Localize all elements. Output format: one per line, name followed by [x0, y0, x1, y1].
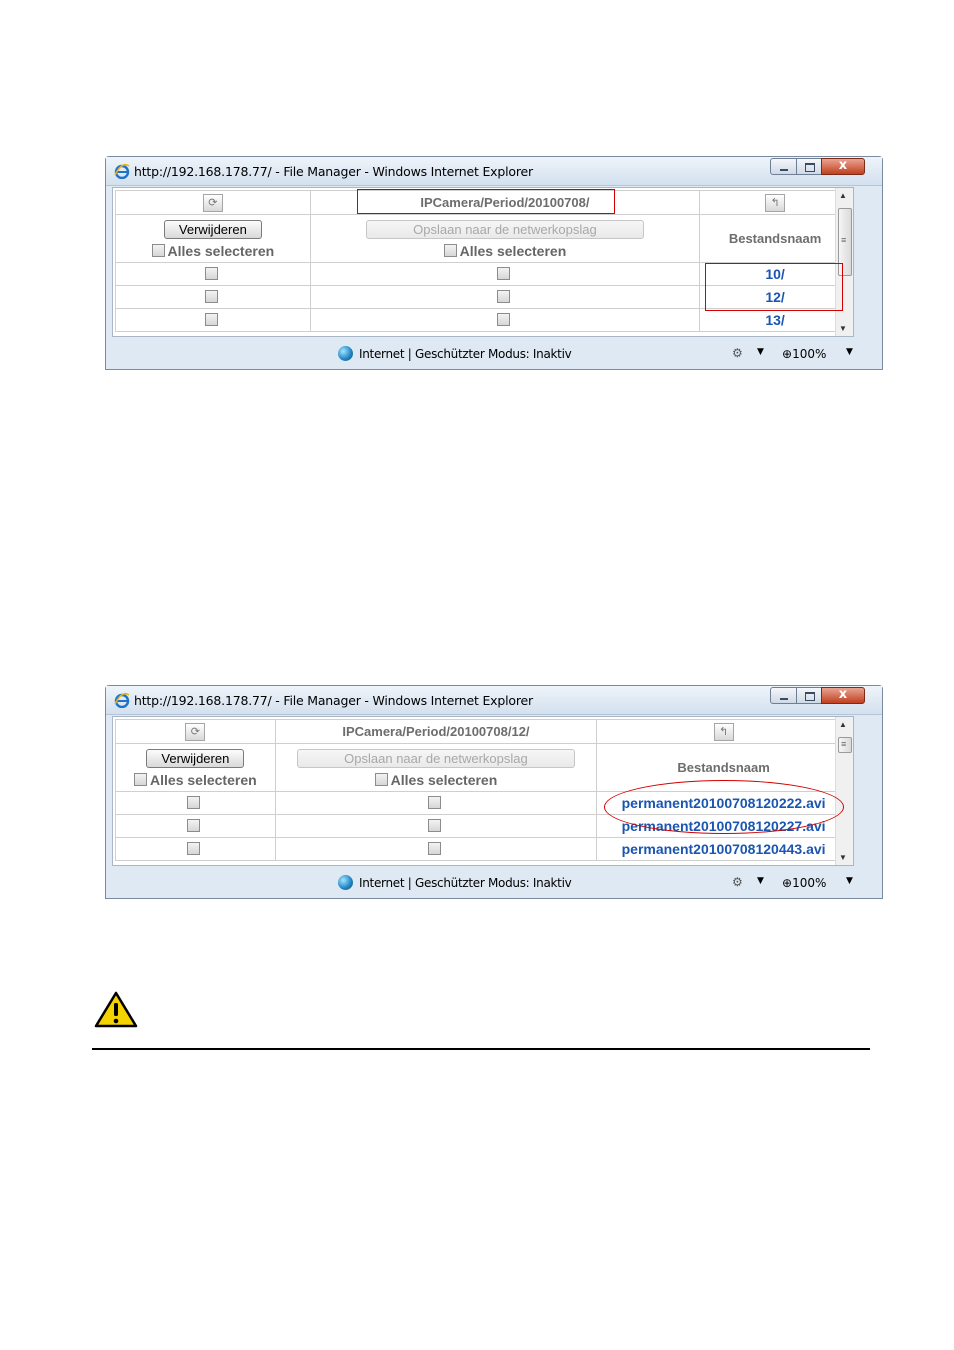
window-title: http://192.168.178.77/ - File Manager - Windows Internet Explorer: [134, 693, 533, 708]
back-icon[interactable]: ↰: [765, 194, 785, 212]
row-checkbox-save[interactable]: [428, 819, 441, 832]
scroll-thumb[interactable]: ≡: [838, 737, 852, 753]
row-checkbox-save[interactable]: [497, 290, 510, 303]
row-checkbox-delete[interactable]: [187, 842, 200, 855]
select-all-label: Alles selecteren: [167, 242, 275, 259]
row-checkbox-delete[interactable]: [205, 313, 218, 326]
ie-icon: [114, 163, 130, 179]
maximize-button[interactable]: [796, 158, 822, 175]
globe-icon: [338, 346, 353, 361]
zoom-control[interactable]: [782, 347, 826, 361]
select-all-left[interactable]: [116, 772, 275, 788]
status-bar: [112, 343, 876, 365]
row-checkbox-save[interactable]: [497, 313, 510, 326]
row-checkbox-delete[interactable]: [187, 796, 200, 809]
chevron-down-icon[interactable]: ▼: [846, 347, 853, 357]
status-text: Internet | Geschützter Modus: Inaktiv: [359, 347, 572, 361]
zoom-level: 100%: [792, 347, 827, 361]
zoom-icon: ⊕: [782, 876, 793, 890]
close-button[interactable]: [821, 687, 865, 704]
scroll-up-icon[interactable]: ▲: [839, 191, 847, 200]
close-button[interactable]: [821, 158, 865, 175]
checkbox-icon[interactable]: [444, 244, 457, 257]
back-icon[interactable]: ↰: [714, 723, 734, 741]
zoom-icon: ⊕: [782, 347, 793, 361]
file-link[interactable]: 13/: [765, 312, 785, 328]
select-all-label: Alles selecteren: [150, 771, 257, 788]
close-icon: x: [838, 158, 848, 173]
back-cell: [700, 191, 851, 215]
path-cell: [275, 720, 596, 744]
highlight-path-box: [357, 189, 615, 214]
select-all-mid[interactable]: [276, 772, 596, 788]
file-link[interactable]: permanent20100708120222.avi: [621, 795, 826, 811]
minimize-button[interactable]: [770, 158, 797, 175]
table-row: [116, 838, 851, 861]
scroll-down-icon[interactable]: ▼: [839, 324, 847, 333]
checkbox-icon[interactable]: [152, 244, 165, 257]
row-checkbox-save[interactable]: [497, 267, 510, 280]
table-row: [116, 309, 851, 332]
delete-cell: [116, 215, 311, 263]
select-all-left[interactable]: [116, 243, 310, 259]
save-to-network-button[interactable]: Opslaan naar de netwerkopslag: [297, 749, 575, 768]
refresh-cell: [116, 720, 276, 744]
select-all-label: Alles selecteren: [459, 242, 567, 259]
file-link[interactable]: permanent20100708120227.avi: [621, 818, 826, 834]
security-icon[interactable]: ⚙: [732, 346, 743, 360]
file-link[interactable]: permanent20100708120443.avi: [621, 841, 826, 857]
current-path: IPCamera/Period/20100708/: [420, 195, 590, 210]
status-text: Internet | Geschützter Modus: Inaktiv: [359, 876, 572, 890]
save-to-network-button[interactable]: Opslaan naar de netwerkopslag: [366, 220, 644, 239]
chevron-down-icon[interactable]: ▼: [846, 876, 853, 886]
delete-button[interactable]: Verwijderen: [146, 749, 244, 768]
row-checkbox-delete[interactable]: [205, 267, 218, 280]
title-bar: [106, 157, 882, 186]
row-checkbox-save[interactable]: [428, 842, 441, 855]
row-checkbox-delete[interactable]: [205, 290, 218, 303]
chevron-down-icon[interactable]: ▼: [757, 347, 764, 357]
select-all-mid[interactable]: [311, 243, 699, 259]
column-header-filename: [700, 215, 851, 263]
maximize-button[interactable]: [796, 687, 822, 704]
vertical-scrollbar[interactable]: [835, 717, 853, 865]
vertical-scrollbar[interactable]: [835, 188, 853, 336]
title-bar: [106, 686, 882, 715]
warning-icon: [94, 991, 138, 1029]
minimize-button[interactable]: [770, 687, 797, 704]
ie-icon: [114, 692, 130, 708]
file-link[interactable]: 10/: [765, 266, 785, 282]
zoom-level: 100%: [792, 876, 827, 890]
save-cell: [275, 744, 596, 792]
current-path: IPCamera/Period/20100708/12/: [342, 724, 530, 739]
column-header-label: Bestandsnaam: [728, 231, 822, 246]
security-icon[interactable]: ⚙: [732, 875, 743, 889]
checkbox-icon[interactable]: [375, 773, 388, 786]
row-checkbox-save[interactable]: [428, 796, 441, 809]
column-header-label: Bestandsnaam: [677, 760, 770, 775]
delete-button[interactable]: Verwijderen: [164, 220, 262, 239]
highlight-folders-box: [705, 263, 843, 311]
refresh-icon[interactable]: ⟳: [203, 194, 223, 212]
globe-icon: [338, 875, 353, 890]
select-all-label: Alles selecteren: [390, 771, 498, 788]
scroll-up-icon[interactable]: ▲: [839, 720, 847, 729]
scroll-thumb[interactable]: ≡: [838, 208, 852, 276]
row-checkbox-delete[interactable]: [187, 819, 200, 832]
save-cell: [310, 215, 699, 263]
checkbox-icon[interactable]: [134, 773, 147, 786]
back-cell: [597, 720, 851, 744]
refresh-cell: [116, 191, 311, 215]
status-bar: [112, 872, 876, 894]
divider-line: [92, 1048, 870, 1050]
file-link[interactable]: 12/: [765, 289, 785, 305]
close-icon: x: [838, 687, 848, 702]
highlight-file-oval: [604, 780, 844, 834]
zoom-control[interactable]: [782, 876, 826, 890]
scroll-down-icon[interactable]: ▼: [839, 853, 847, 862]
refresh-icon[interactable]: ⟳: [185, 723, 205, 741]
window-title: http://192.168.178.77/ - File Manager - Windows Internet Explorer: [134, 164, 533, 179]
delete-cell: [116, 744, 276, 792]
chevron-down-icon[interactable]: ▼: [757, 876, 764, 886]
